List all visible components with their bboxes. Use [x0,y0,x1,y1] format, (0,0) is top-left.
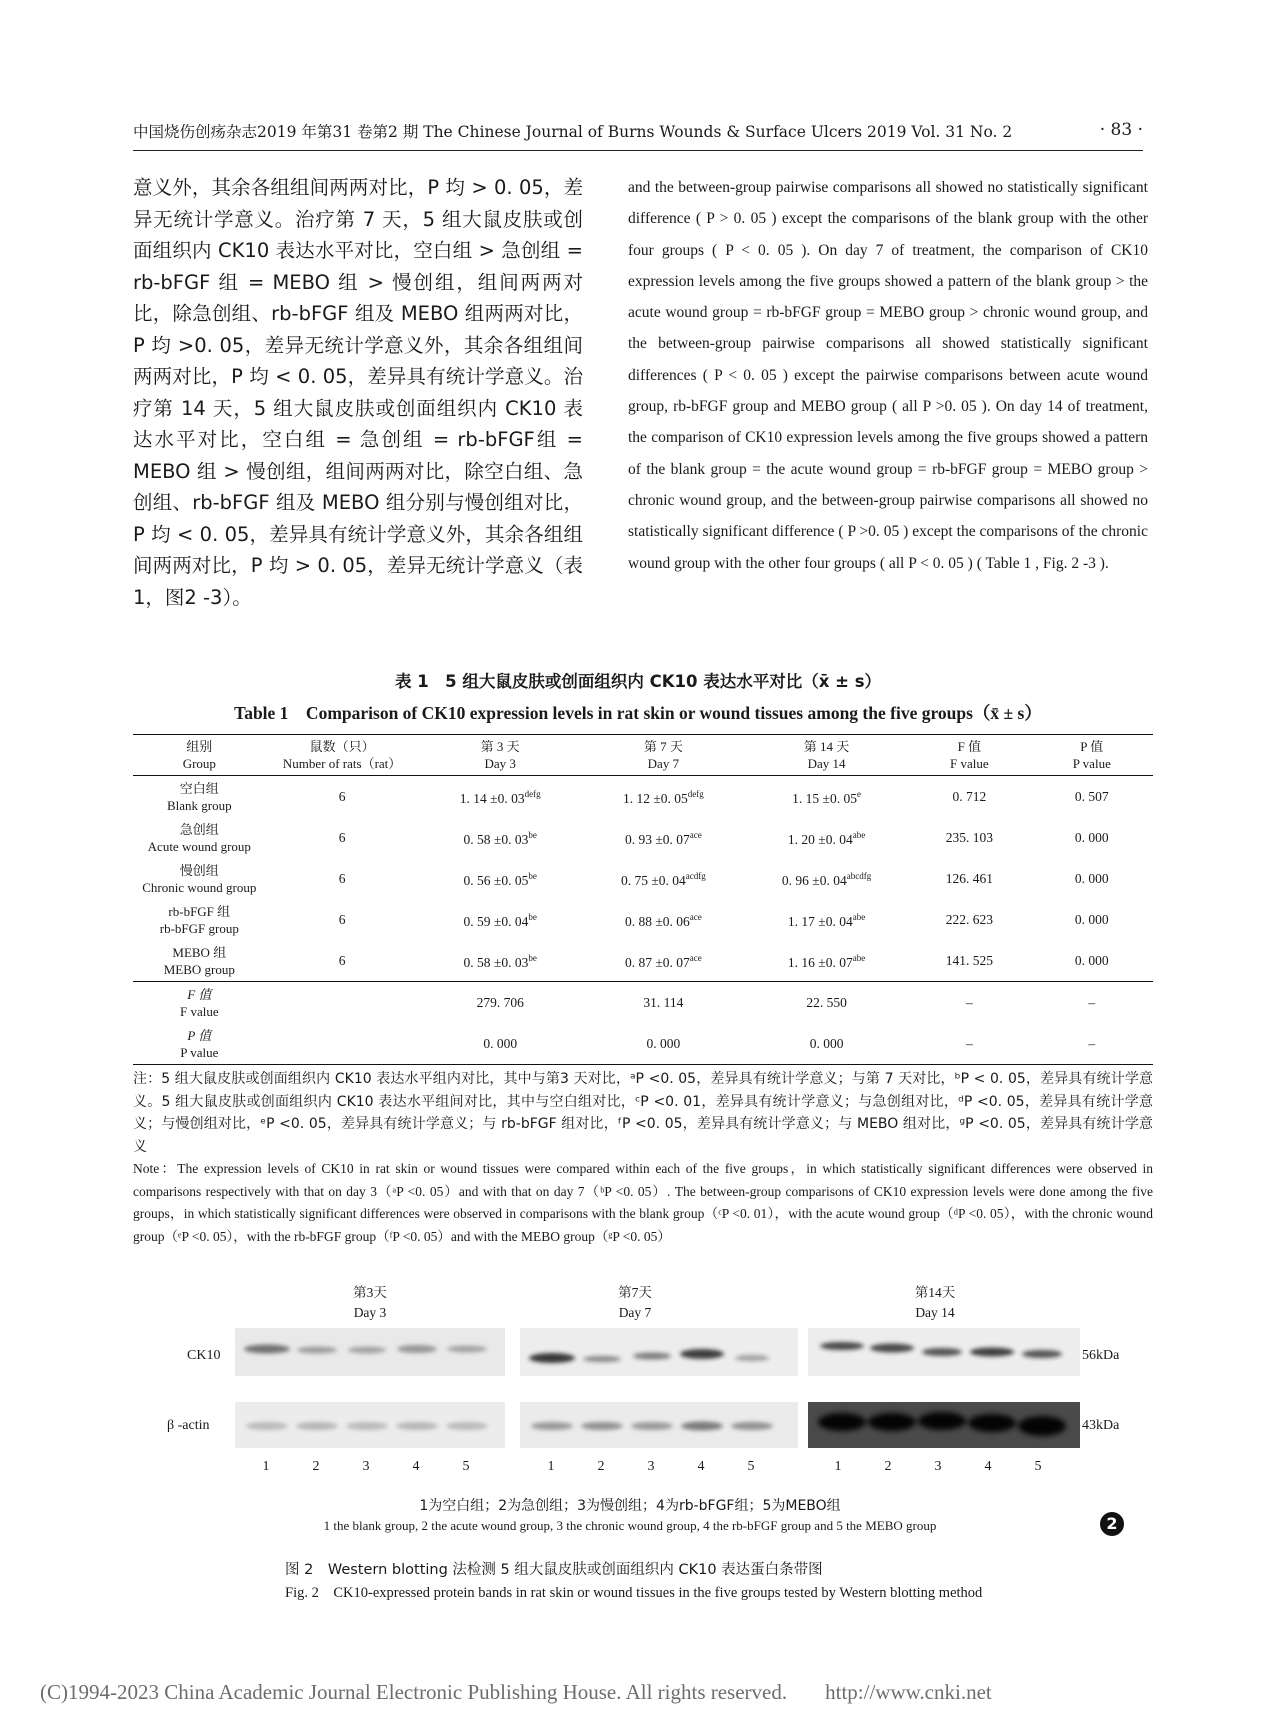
header-day7 [582,735,745,776]
figure-number-badge: 2 [1100,1512,1124,1536]
header-en: F value [950,756,989,771]
superscript: be [528,830,537,840]
header-cn: 鼠数（只） [309,739,375,754]
p-cell: – [1088,995,1096,1010]
superscript: abe [852,830,866,840]
value: 0. 58 ±0. 03 [463,955,529,970]
table-caption-en: Table 1 Comparison of CK10 expression levels in rat skin or wound tissues among the five groups（x̄ ± s） [234,703,1042,723]
lane-number: 1 [834,1459,842,1474]
day7-cell: 0. 000 [582,1023,745,1065]
superscript: be [528,912,537,922]
body-left-column: 意义外，其余各组组间两两对比，P 均 > 0. 05，差异无统计学意义。治疗第 7 天，5 组大鼠皮肤或创面组织内 CK10 表达水平对比，空白组 > 急创组 = rb-bFGF 组 = MEBO 组 > 慢创组，组间两两对比，除急创组、rb-bFGF 组及 MEBO 组两两对比，P 均 >0. 05，差异无统计学意义外，其余各组组间两两对比，P 均 < 0. 05，差异具有统计学意义。治疗第 14 天，5 组大鼠皮肤或创面组织内 CK10 表达水平对比，空白组 = 急创组 = rb-bFGF组 = MEBO 组 > 慢创组，组间两两对比，除空白组、急创组、rb-bFGF 组及 MEBO 组分别与慢创组对比，P 均 < 0. 05，差异具有统计学意义外，其余各组组间两两对比，P 均 > 0. 05，差异无统计学意义（表1，图2 -3）。 [133,176,583,609]
header-en: Day 7 [647,756,680,771]
blot-panel-day3 [235,1328,505,1448]
day7-cell [582,940,745,982]
table-row [133,817,1153,858]
day14-cell: 22. 550 [806,995,847,1010]
group-cell [133,940,266,982]
superscript: abe [852,953,866,963]
ck10-table [133,734,1153,1065]
day7-cell [582,899,745,940]
rats-cell: 6 [338,830,346,845]
lane-number: 4 [697,1459,705,1474]
group-en: rb-bFGF group [159,920,239,936]
superscript: defg [524,789,541,799]
day14-cell [745,858,908,899]
copyright-text: (C)1994-2023 China Academic Journal Electronic Publishing House. All rights reserved. [40,1680,788,1704]
group-en: P value [180,1044,219,1060]
group-cn: 急创组 [179,821,219,837]
group-cell [133,1023,266,1065]
lane-number: 3 [934,1459,942,1474]
day14-cell [745,899,908,940]
copyright-footer [40,1680,1240,1705]
table-row [133,940,1153,982]
value: 0. 96 ±0. 04 [781,873,847,888]
f-cell: 235. 103 [945,830,993,845]
panel-label-en: Day 7 [618,1305,652,1320]
day3-cell [419,940,582,982]
header-cn: 第 7 天 [643,739,683,754]
lane-number: 3 [362,1459,370,1474]
table-row [133,899,1153,940]
header-cn: P 值 [1080,739,1104,754]
header-cn: F 值 [957,739,982,754]
rats-cell: 6 [338,871,346,886]
figure-legend-cn: 1为空白组；2为急创组；3为慢创组；4为rb-bFGF组；5为MEBO组 [419,1498,841,1514]
panel-label-cn: 第3天 [353,1285,387,1300]
header-en: P value [1072,756,1111,771]
running-head [133,120,1143,151]
p-cell: 0. 000 [1074,912,1109,927]
rats-cell [266,982,419,1024]
f-cell: 141. 525 [908,940,1030,982]
table-note-cn: 注：5 组大鼠皮肤或创面组织内 CK10 表达水平组内对比，其中与第3 天对比，ᵃP <0. 05，差异具有统计学意义；与第 7 天对比，ᵇP < 0. 05，差异具有统计学意义。5 组大鼠皮肤或创面组织内 CK10 表达水平组间对比，其中与空白组对比，ᶜP <0. 01，差异具有统计学意义；与急创组对比，ᵈP <0. 05，差异具有统计学意义；与慢创组对比，ᵉP <0. 05，差异具有统计学意义；与 rb-bFGF 组对比，ᶠP <0. 05，差异具有统计学意义；与 MEBO 组对比，ᵍP <0. 05，差异具有统计学意义 [133,1071,1153,1155]
day14-cell [745,817,908,858]
panel-label-day3 [330,1283,410,1323]
lane-number: 2 [884,1459,892,1474]
lane-number: 5 [1034,1459,1042,1474]
p-cell: 0. 000 [1031,940,1153,982]
table-row [133,858,1153,899]
superscript: ace [689,830,702,840]
blot-panel-day7 [520,1328,798,1448]
header-cn: 组别 [186,739,213,754]
lane-number: 2 [597,1459,605,1474]
superscript: ace [689,953,702,963]
f-cell: 126. 461 [945,871,993,886]
value: 0. 93 ±0. 07 [624,832,690,847]
panel-label-en: Day 3 [353,1305,387,1320]
group-cell [133,982,266,1024]
header-en: Group [182,756,216,771]
blot-panel-day14 [808,1328,1080,1448]
value: 0. 88 ±0. 06 [624,914,690,929]
day3-cell: 279. 706 [476,995,524,1010]
header-p [1031,735,1153,776]
lane-number: 2 [312,1459,320,1474]
group-en: Chronic wound group [142,879,257,895]
western-blot-image [230,1328,1100,1453]
lane-number: 1 [547,1459,555,1474]
figure-caption-cn: 图 2 Western blotting 法检测 5 组大鼠皮肤或创面组织内 CK10 表达蛋白条带图 [285,1562,823,1578]
panel-label-cn: 第14天 [914,1285,956,1300]
table-row [133,776,1153,818]
row-label-ck10: CK10 [187,1348,221,1363]
header-group [133,735,266,776]
group-cn: MEBO 组 [172,944,227,960]
day3-cell: 0. 000 [419,1023,582,1065]
group-cell [133,776,266,818]
footer-url: http://www.cnki.net [825,1680,992,1704]
header-f [908,735,1030,776]
header-en: Day 3 [484,756,516,771]
group-en: Blank group [166,797,232,813]
header-cn: 第 3 天 [480,739,520,754]
rats-cell [266,1023,419,1065]
superscript: acdfg [685,871,706,881]
p-cell: – [1031,1023,1153,1065]
day3-cell [419,776,582,818]
day3-cell [419,858,582,899]
group-cn: 慢创组 [179,862,219,878]
value: 1. 20 ±0. 04 [787,832,853,847]
day7-cell [582,817,745,858]
lane-number: 5 [462,1459,470,1474]
lane-number: 3 [647,1459,655,1474]
header-en: Number of rats（rat） [282,756,402,771]
lane-number: 1 [262,1459,270,1474]
day14-cell [745,940,908,982]
group-cell [133,817,266,858]
superscript: defg [687,789,704,799]
p-cell: 0. 000 [1074,830,1109,845]
group-en: Acute wound group [147,838,251,854]
value: 1. 15 ±0. 05 [792,791,857,806]
table-row-f [133,982,1153,1024]
rats-cell: 6 [266,940,419,982]
header-cn: 第 14 天 [803,739,850,754]
value: 0. 58 ±0. 03 [463,832,529,847]
table-note-en: Note：The expression levels of CK10 in rat skin or wound tissues were compared within each of the five groups，in which statistically significant differences were observed in comparisons respectively with that on day 3（ᵃP <0. 05）and with that on day 7（ᵇP <0. 05）. The between-group comparisons of CK10 expression levels were done among the five groups，in which statistically significant differences were observed in comparisons with the blank group（ᶜP <0. 01），with the acute wound group（ᵈP <0. 05），with the chronic wound group（ᵉP <0. 05），with the rb-bFGF group（ᶠP <0. 05）and with the MEBO group（ᵍP <0. 05） [133,1161,1153,1244]
header-day14 [745,735,908,776]
superscript: abcdfg [846,871,872,881]
group-cn: 空白组 [179,780,219,796]
rats-cell: 6 [338,789,346,804]
value: 0. 59 ±0. 04 [463,914,529,929]
group-cell [133,858,266,899]
group-cn: P 值 [187,1027,212,1043]
superscript: e [856,789,861,799]
value: 1. 17 ±0. 04 [787,914,853,929]
panel-label-en: Day 14 [915,1305,955,1320]
page-number: · 83 · [1099,120,1143,140]
header-rats [266,735,419,776]
p-cell: 0. 507 [1074,789,1109,804]
figure-legend-en: 1 the blank group, 2 the acute wound group, 3 the chronic wound group, 4 the rb-bFGF group and 5 the MEBO group [323,1518,937,1533]
table-header-row [133,735,1153,776]
group-en: MEBO group [163,961,235,977]
day3-cell [419,899,582,940]
panel-label-day7 [595,1283,675,1323]
group-cell [133,899,266,940]
day14-cell: 0. 000 [745,1023,908,1065]
kda-ck10: 56kDa [1082,1348,1120,1363]
day3-cell [419,817,582,858]
figure-caption-en: Fig. 2 CK10-expressed protein bands in rat skin or wound tissues in the five groups tested by Western blotting method [285,1585,983,1601]
lane-number: 5 [747,1459,755,1474]
value: 0. 56 ±0. 05 [463,873,529,888]
table-row-p [133,1023,1153,1065]
value: 0. 75 ±0. 04 [620,873,686,888]
body-right-column: and the between-group pairwise comparisons all showed no statistically significant difference ( P > 0. 05 ) except the comparisons of the blank group with the other four groups ( P < 0. 05 ). On day 7 of treatment, the comparison of CK10 expression levels among the five groups showed a pattern of the blank group > the acute wound group = rb-bFGF group = MEBO group > chronic wound group, and the between-group pairwise comparisons all showed statistically significant differences ( P < 0. 05 ) except the pairwise comparisons between acute wound group, rb-bFGF group and MEBO group ( all P >0. 05 ). On day 14 of treatment, the comparison of CK10 expression levels among the five groups showed a pattern of the blank group = the acute wound group = rb-bFGF group = MEBO group > chronic wound group, and the between-group pairwise comparisons all showed no statistically significant difference ( P >0. 05 ) except the comparisons of the chronic wound group with the other four groups ( all P < 0. 05 ) ( Table 1 , Fig. 2 -3 ). [628,179,1148,572]
superscript: be [528,953,537,963]
lane-number: 4 [412,1459,420,1474]
group-cn: rb-bFGF 组 [168,903,231,919]
rats-cell: 6 [338,912,346,927]
superscript: ace [689,912,702,922]
journal-title: 中国烧伤创疡杂志2019 年第31 卷第2 期 The Chinese Journal of Burns Wounds & Surface Ulcers 2019 Vol. 31 No. 2 [133,123,1013,141]
day14-cell [745,776,908,818]
value: 1. 16 ±0. 07 [787,955,853,970]
table-caption-cn: 表 1 5 组大鼠皮肤或创面组织内 CK10 表达水平对比（x̄ ± s） [394,672,882,691]
day7-cell: 31. 114 [643,995,684,1010]
f-cell: – [965,995,973,1010]
value: 1. 12 ±0. 05 [622,791,688,806]
f-cell: 0. 712 [952,789,987,804]
panel-label-cn: 第7天 [618,1285,652,1300]
f-cell: 222. 623 [945,912,993,927]
lane-number: 4 [984,1459,992,1474]
row-label-actin: β -actin [167,1418,210,1433]
header-en: Day 14 [807,756,846,771]
f-cell: – [908,1023,1030,1065]
superscript: abe [852,912,866,922]
group-en: F value [179,1003,219,1019]
day7-cell [582,858,745,899]
header-day3 [419,735,582,776]
panel-label-day14 [895,1283,975,1323]
day7-cell [582,776,745,818]
group-cn: F 值 [187,986,212,1002]
value: 1. 14 ±0. 03 [459,791,525,806]
kda-actin: 43kDa [1082,1418,1120,1433]
p-cell: 0. 000 [1074,871,1109,886]
superscript: be [528,871,537,881]
value: 0. 87 ±0. 07 [624,955,690,970]
